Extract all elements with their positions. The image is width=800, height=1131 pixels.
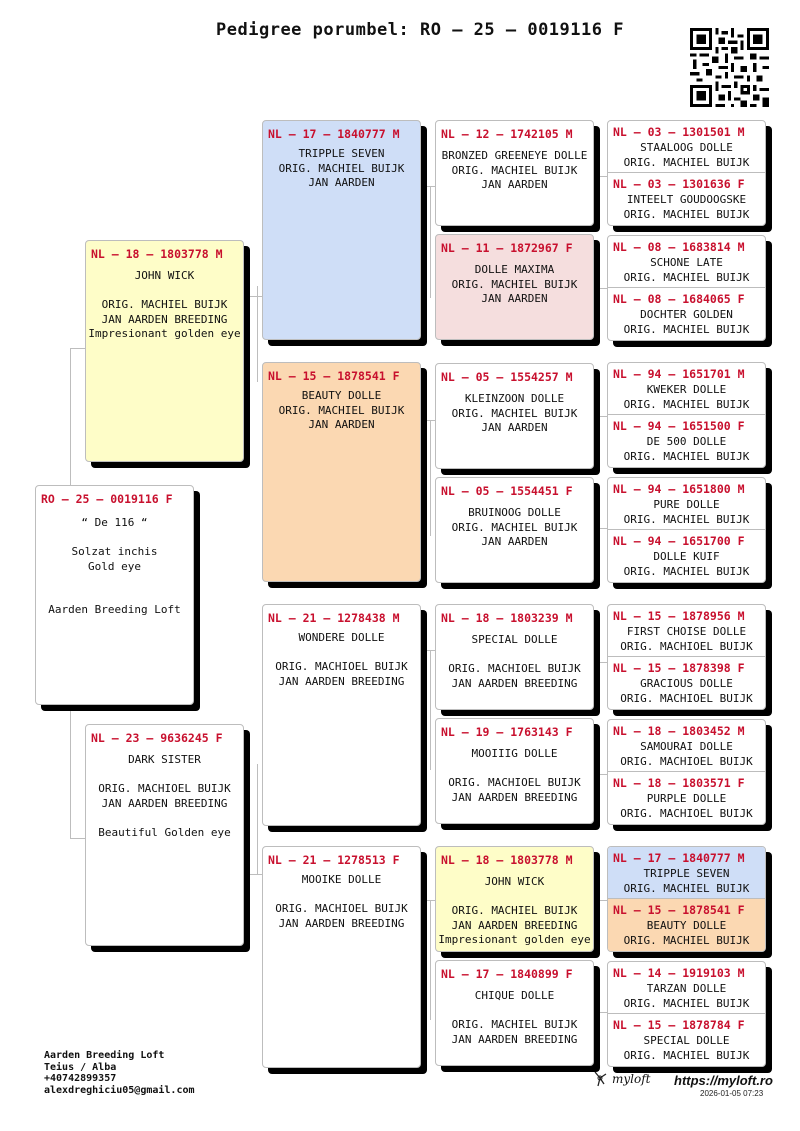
- pigeon-name: WONDERE DOLLE: [298, 631, 385, 644]
- dam-card[interactable]: [85, 724, 244, 946]
- gen4-card[interactable]: [435, 477, 594, 583]
- info-line: JAN AARDEN BREEDING: [451, 1032, 578, 1046]
- ring-number: NL – 94 – 1651700 F: [613, 534, 745, 548]
- pigeon-name: JOHN WICK: [134, 269, 195, 282]
- ring-number: NL – 11 – 1872967 F: [441, 241, 573, 255]
- ring-number: RO – 25 – 0019116 F: [41, 492, 173, 506]
- gen5-pair-card[interactable]: [607, 719, 766, 825]
- gen5-entry[interactable]: [608, 772, 765, 824]
- ring-number: NL – 94 – 1651701 M: [613, 367, 745, 381]
- ring-number: NL – 23 – 9636245 F: [91, 731, 223, 745]
- connector: [430, 186, 431, 298]
- ring-number: NL – 18 – 1803571 F: [613, 776, 745, 790]
- info-line: ORIG. MACHIEL BUIJK: [623, 933, 750, 947]
- pigeon-name: SCHONE LATE: [650, 256, 723, 269]
- ring-number: NL – 21 – 1278438 M: [268, 611, 400, 625]
- gen5-entry[interactable]: [608, 478, 765, 530]
- info-line: ORIG. MACHIEL BUIJK: [623, 881, 750, 895]
- connector: [257, 286, 258, 382]
- info-line: ORIG. MACHIEL BUIJK: [451, 277, 578, 291]
- info-line: ORIG. MACHIOEL BUIJK: [620, 639, 753, 653]
- ring-number: NL – 03 – 1301636 F: [613, 177, 745, 191]
- pigeon-name: BRUINOOG DOLLE: [468, 506, 561, 519]
- info-line: Impresionant golden eye: [88, 327, 241, 340]
- info-line: [436, 890, 593, 905]
- pigeon-name: INTEELT GOUDOOGSKE: [626, 193, 747, 206]
- ring-number: NL – 15 – 1878784 F: [613, 1018, 745, 1032]
- info-line: ORIG. MACHIEL BUIJK: [623, 449, 750, 463]
- info-line: [436, 648, 593, 663]
- gen5-entry[interactable]: [608, 173, 765, 225]
- qr-code-icon: [690, 28, 769, 107]
- gen5-pair-card[interactable]: [607, 961, 766, 1067]
- ring-number: NL – 18 – 1803778 M: [91, 247, 223, 261]
- ring-number: NL – 94 – 1651800 M: [613, 482, 745, 496]
- gen4-card[interactable]: [435, 718, 594, 824]
- pigeon-name: BEAUTY DOLLE: [646, 919, 727, 932]
- info-line: JAN AARDEN BREEDING: [278, 916, 405, 930]
- gen5-entry[interactable]: [608, 288, 765, 340]
- info-line: ORIG. MACHIOEL BUIJK: [448, 776, 581, 789]
- website-link[interactable]: https://myloft.ro: [674, 1073, 773, 1088]
- gen5-entry[interactable]: [608, 121, 765, 173]
- pigeon-name: “ De 116 “: [81, 516, 148, 529]
- info-line: JAN AARDEN BREEDING: [101, 796, 228, 810]
- location: Teius / Alba: [44, 1061, 117, 1073]
- info-line: [86, 768, 243, 783]
- info-line: JAN AARDEN BREEDING: [451, 790, 578, 804]
- ring-number: NL – 05 – 1554257 M: [441, 370, 573, 384]
- gen4-card[interactable]: [435, 846, 594, 952]
- ring-number: NL – 19 – 1763143 F: [441, 725, 573, 739]
- info-line: ORIG. MACHIOEL BUIJK: [620, 806, 753, 820]
- ring-number: NL – 18 – 1803778 M: [441, 853, 573, 867]
- pigeon-name: SPECIAL DOLLE: [643, 1034, 730, 1047]
- pigeon-name: KLEINZOON DOLLE: [464, 392, 565, 405]
- info-line: JAN AARDEN: [481, 421, 548, 434]
- info-line: JAN AARDEN: [308, 176, 375, 189]
- info-line: JAN AARDEN: [481, 292, 548, 305]
- gen5-entry[interactable]: [608, 530, 765, 582]
- contact-block: [44, 1050, 195, 1096]
- info-line: ORIG. MACHIEL BUIJK: [623, 564, 750, 578]
- gen5-entry[interactable]: [608, 1014, 765, 1066]
- pigeon-name: DOLLE KUIF: [653, 550, 720, 563]
- gen5-pair-card[interactable]: [607, 235, 766, 341]
- gen4-card[interactable]: [435, 234, 594, 340]
- pigeon-name: TARZAN DOLLE: [646, 982, 727, 995]
- pigeon-name: PURPLE DOLLE: [646, 792, 727, 805]
- info-line: ORIG. MACHIOEL BUIJK: [275, 660, 408, 673]
- pigeon-name: TRIPPLE SEVEN: [643, 867, 730, 880]
- pigeon-name: SPECIAL DOLLE: [471, 633, 558, 646]
- ring-number: NL – 17 – 1840777 M: [268, 127, 400, 141]
- info-line: JAN AARDEN BREEDING: [101, 312, 228, 326]
- info-line: [436, 762, 593, 777]
- gen3-card[interactable]: [262, 362, 421, 582]
- pigeon-name: FIRST CHOISE DOLLE: [626, 625, 747, 638]
- ring-number: NL – 15 – 1878956 M: [613, 609, 745, 623]
- email-address: alexdreghiciu05@gmail.com: [44, 1084, 195, 1096]
- pigeon-name: JOHN WICK: [484, 875, 545, 888]
- pigeon-name: BRONZED GREENEYE DOLLE: [441, 149, 588, 162]
- gen4-card[interactable]: [435, 120, 594, 226]
- pigeon-name: STAALOOG DOLLE: [640, 141, 733, 154]
- gen5-pair-card[interactable]: [607, 120, 766, 226]
- gen5-pair-card[interactable]: [607, 604, 766, 710]
- ring-number: NL – 17 – 1840777 M: [613, 851, 745, 865]
- info-line: [263, 888, 420, 903]
- gen4-card[interactable]: [435, 960, 594, 1066]
- info-line: [263, 646, 420, 661]
- info-line: ORIG. MACHIEL BUIJK: [623, 1048, 750, 1062]
- ring-number: NL – 18 – 1803452 M: [613, 724, 745, 738]
- gen5-entry[interactable]: [608, 899, 765, 951]
- gen5-entry[interactable]: [608, 415, 765, 467]
- info-line: JAN AARDEN: [481, 535, 548, 548]
- gen4-card[interactable]: [435, 363, 594, 469]
- gen5-entry[interactable]: [608, 657, 765, 709]
- info-line: JAN AARDEN: [308, 418, 375, 431]
- info-line: [86, 811, 243, 826]
- info-line: ORIG. MACHIEL BUIJK: [101, 298, 228, 311]
- ring-number: NL – 15 – 1878541 F: [613, 903, 745, 917]
- info-line: ORIG. MACHIOEL BUIJK: [448, 662, 581, 675]
- pigeon-name: DOCHTER GOLDEN: [640, 308, 733, 321]
- sire-card[interactable]: [85, 240, 244, 462]
- gen5-pair-card[interactable]: [607, 362, 766, 468]
- ring-number: NL – 12 – 1742105 M: [441, 127, 573, 141]
- info-line: JAN AARDEN BREEDING: [451, 918, 578, 932]
- info-line: ORIG. MACHIEL BUIJK: [451, 904, 578, 917]
- ring-number: NL – 14 – 1919103 M: [613, 966, 745, 980]
- page-title: Pedigree porumbel: RO – 25 – 0019116 F: [216, 20, 624, 40]
- pigeon-name: DOLLE MAXIMA: [474, 263, 555, 276]
- info-line: JAN AARDEN: [481, 178, 548, 191]
- gen3-card[interactable]: [262, 604, 421, 826]
- info-line: ORIG. MACHIOEL BUIJK: [620, 754, 753, 768]
- gen5-pair-card[interactable]: [607, 846, 766, 952]
- ring-number: NL – 18 – 1803239 M: [441, 611, 573, 625]
- info-line: [436, 1004, 593, 1019]
- info-line: ORIG. MACHIEL BUIJK: [623, 996, 750, 1010]
- info-line: ORIG. MACHIEL BUIJK: [451, 163, 578, 177]
- gen5-entry[interactable]: [608, 962, 765, 1014]
- connector: [70, 706, 71, 838]
- bird-logo-icon: [592, 1068, 612, 1090]
- subject-card[interactable]: [35, 485, 194, 705]
- info-line: ORIG. MACHIEL BUIJK: [451, 406, 578, 420]
- loft-name: Aarden Breeding Loft: [44, 1050, 165, 1061]
- gen5-entry[interactable]: [608, 236, 765, 288]
- pigeon-name: BEAUTY DOLLE: [301, 389, 382, 402]
- connector: [430, 420, 431, 536]
- ring-number: NL – 21 – 1278513 F: [268, 853, 400, 867]
- ring-number: NL – 17 – 1840899 F: [441, 967, 573, 981]
- info-line: [86, 284, 243, 299]
- info-line: ORIG. MACHIEL BUIJK: [623, 322, 750, 336]
- pigeon-name: DE 500 DOLLE: [646, 435, 727, 448]
- ring-number: NL – 05 – 1554451 F: [441, 484, 573, 498]
- ring-number: NL – 94 – 1651500 F: [613, 419, 745, 433]
- pigeon-name: KWEKER DOLLE: [646, 383, 727, 396]
- print-timestamp: 2026-01-05 07:23: [700, 1089, 764, 1098]
- gen5-entry[interactable]: [608, 720, 765, 772]
- pigeon-name: SAMOURAI DOLLE: [640, 740, 733, 753]
- pigeon-name: MOOIIIG DOLLE: [471, 747, 558, 760]
- info-line: ORIG. MACHIOEL BUIJK: [275, 902, 408, 915]
- info-line: Impresionant golden eye: [438, 933, 591, 946]
- gen5-entry[interactable]: [608, 847, 765, 899]
- phone-number: +40742899357: [44, 1073, 117, 1084]
- gen5-pair-card[interactable]: [607, 477, 766, 583]
- gen4-card[interactable]: [435, 604, 594, 710]
- info-line: ORIG. MACHIEL BUIJK: [623, 512, 750, 526]
- connector: [70, 348, 71, 486]
- info-line: Solzat inchis: [71, 545, 158, 558]
- pigeon-name: PURE DOLLE: [653, 498, 720, 511]
- pigeon-name: CHIQUE DOLLE: [474, 989, 555, 1002]
- brand-logo-text: myloft: [612, 1072, 651, 1086]
- info-line: ORIG. MACHIOEL BUIJK: [98, 782, 231, 795]
- info-line: ORIG. MACHIEL BUIJK: [623, 155, 750, 169]
- info-line: ORIG. MACHIOEL BUIJK: [620, 691, 753, 705]
- info-line: ORIG. MACHIEL BUIJK: [623, 397, 750, 411]
- info-line: JAN AARDEN BREEDING: [451, 676, 578, 690]
- gen5-entry[interactable]: [608, 363, 765, 415]
- gen3-card[interactable]: [262, 120, 421, 340]
- info-line: [36, 574, 193, 589]
- info-line: JAN AARDEN BREEDING: [278, 674, 405, 688]
- connector: [430, 650, 431, 770]
- info-line: ORIG. MACHIEL BUIJK: [451, 520, 578, 534]
- connector: [257, 764, 258, 874]
- ring-number: NL – 15 – 1878541 F: [268, 369, 400, 383]
- gen3-card[interactable]: [262, 846, 421, 1068]
- info-line: ORIG. MACHIEL BUIJK: [623, 207, 750, 221]
- info-line: ORIG. MACHIEL BUIJK: [278, 403, 405, 417]
- gen5-entry[interactable]: [608, 605, 765, 657]
- pigeon-name: TRIPPLE SEVEN: [298, 147, 385, 160]
- ring-number: NL – 03 – 1301501 M: [613, 125, 745, 139]
- info-line: ORIG. MACHIEL BUIJK: [623, 270, 750, 284]
- info-line: ORIG. MACHIEL BUIJK: [451, 1018, 578, 1031]
- info-line: [36, 531, 193, 546]
- ring-number: NL – 08 – 1684065 F: [613, 292, 745, 306]
- ring-number: NL – 08 – 1683814 M: [613, 240, 745, 254]
- info-line: ORIG. MACHIEL BUIJK: [278, 161, 405, 175]
- info-line: Beautiful Golden eye: [98, 825, 231, 839]
- pigeon-name: MOOIKE DOLLE: [301, 873, 382, 886]
- info-line: [36, 589, 193, 604]
- connector: [430, 900, 431, 1020]
- pigeon-name: DARK SISTER: [128, 753, 201, 766]
- connector: [246, 874, 263, 875]
- ring-number: NL – 15 – 1878398 F: [613, 661, 745, 675]
- pigeon-name: GRACIOUS DOLLE: [640, 677, 733, 690]
- connector: [246, 296, 263, 297]
- info-line: Gold eye: [88, 559, 141, 573]
- info-line: Aarden Breeding Loft: [48, 603, 181, 616]
